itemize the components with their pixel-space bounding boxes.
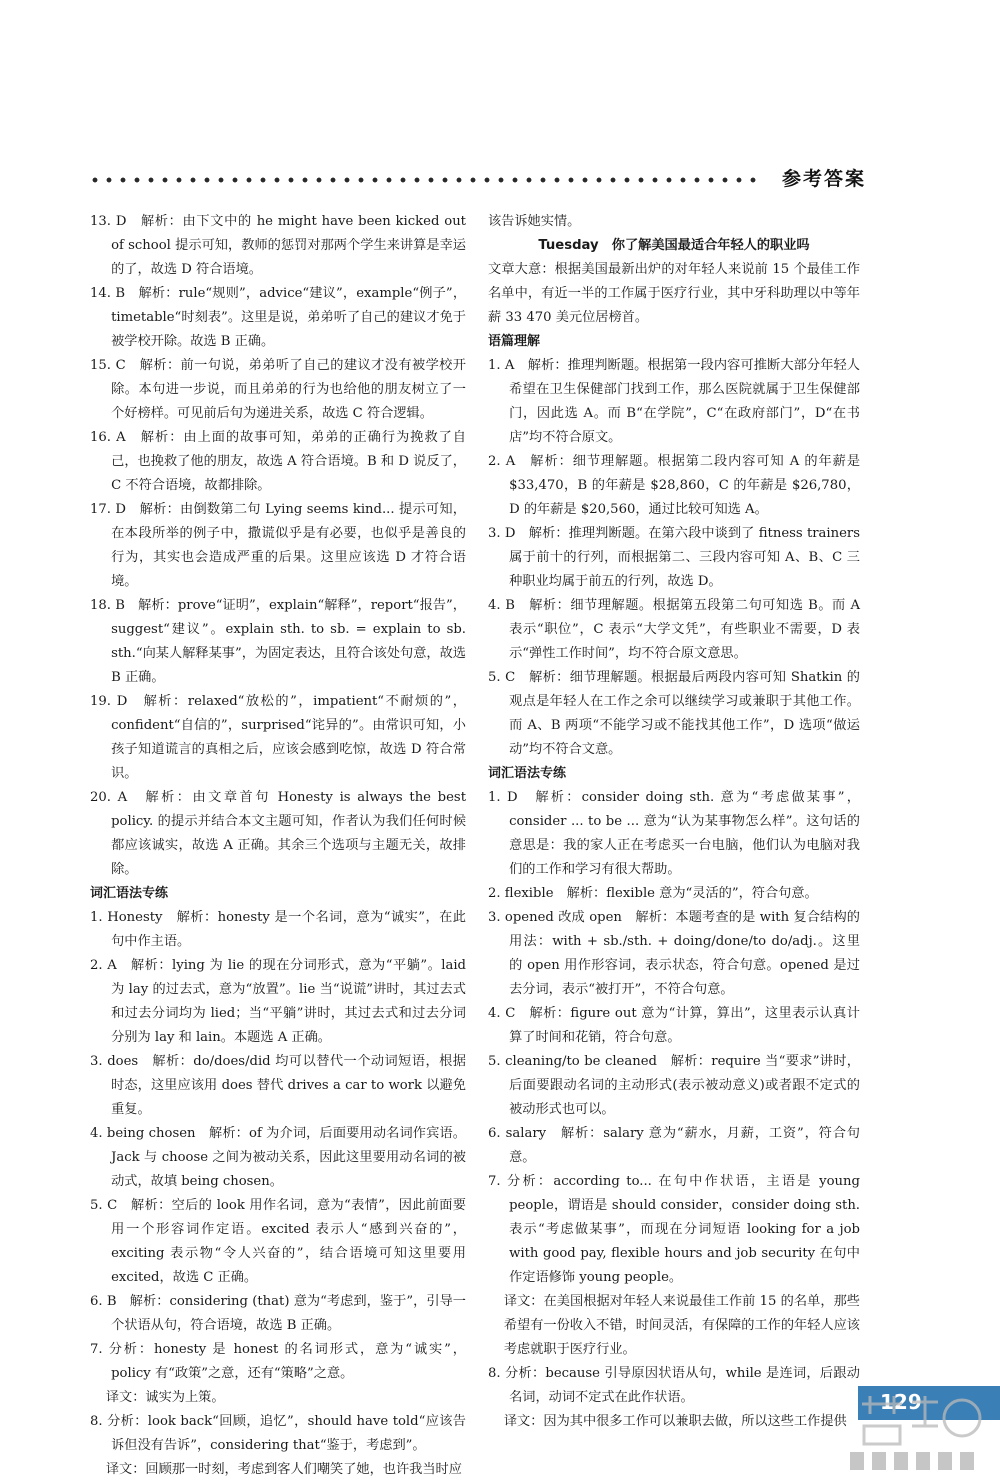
page-number: 129: [880, 1390, 922, 1414]
answer-item: 文章大意：根据美国最新出炉的对年轻人来说前 15 个最佳工作名单中，有近一半的工作属于医疗行业，其中牙科助理以中等年薪 33 470 美元位居榜首。: [488, 262, 860, 325]
answer-item: 5. C 解析：空后的 look 用作名词，意为“表情”，因此前面要用一个形容词作定语。excited 表示人“感到兴奋的”，exciting 表示物“令人兴奋的”，结合语境可知这里要用 excited，故选 C 正确。: [90, 1198, 466, 1285]
answer-item: 2. flexible 解析：flexible 意为“灵活的”，符合句意。: [488, 886, 818, 901]
answer-item: 20. A 解析：由文章首句 Honesty is always the best policy. 的提示并结合本文主题可知，作者认为我们任何时候都应该诚实，故选 A 正确。其余三个选项与主题无关，故排除。: [90, 790, 466, 877]
answer-item: 8. 分析：because 引导原因状语从句，while 是连词，后跟动名词，动词不定式在此作状语。: [488, 1366, 860, 1405]
passage-title: Tuesday 你了解美国最适合年轻人的职业吗: [538, 238, 810, 253]
section-heading: 词汇语法专练: [90, 886, 169, 901]
answer-item: 3. opened 改成 open 解析：本题考查的是 with 复合结构的用法：with + sb./sth. + doing/done/to do/adj.。这里的 open 用作形容词，表示状态，符合句意。opened 是过去分词，表示“被打开”，不符合句意。: [488, 910, 860, 997]
answer-item: 19. D 解析：relaxed“放松的”，impatient“不耐烦的”，confident“自信的”，surprised“诧异的”。由常识可知，小孩子知道谎言的真相之后，应该会感到吃惊，故选 D 符合常识。: [90, 694, 466, 781]
translation-line: 译文：因为其中很多工作可以兼职去做，所以这些工作提供: [503, 1414, 847, 1429]
answer-item: 4. B 解析：细节理解题。根据第五段第二句可知选 B。而 A 表示“职位”，C 表示“大学文凭”，有些职业不需要，D 表示“弹性工作时间”，均不符合原文意思。: [488, 598, 860, 661]
answer-item: 8. 分析：look back“回顾，追忆”，should have told“应该告诉但没有告诉”，considering that“鉴于，考虑到”。: [90, 1414, 466, 1453]
answer-item: 7. 分析：according to... 在句中作状语，主语是 young people，谓语是 should consider，consider doing sth. 表示“考虑做某事”，而现在分词短语 looking for a job with good pay, flexible hours and job security 在句中作定语修饰 young people。: [488, 1174, 860, 1285]
answer-item: 4. being chosen 解析：of 为介词，后面要用动名词作宾语。Jack 与 choose 之间为被动关系，因此这里要用动名词的被动式，故填 being chosen。: [90, 1126, 466, 1189]
answer-item: 1. Honesty 解析：honesty 是一个名词，意为“诚实”，在此句中作主语。: [90, 910, 466, 949]
answer-item: 3. D 解析：推理判断题。在第六段中谈到了 fitness trainers 属于前十的行列，而根据第二、三段内容可知 A、B、C 三种职业均属于前五的行列，故选 D。: [488, 526, 860, 589]
answer-item: 5. cleaning/to be cleaned 解析：require 当“要求”讲时，后面要跟动名词的主动形式(表示被动意义)或者跟不定式的被动形式也可以。: [488, 1054, 860, 1117]
header-dotted-rule: [88, 176, 760, 184]
answer-item: 3. does 解析：do/does/did 均可以替代一个动词短语，根据时态，这里应该用 does 替代 drives a car to work 以避免重复。: [90, 1054, 466, 1117]
answer-item: 1. A 解析：推理判断题。根据第一段内容可推断大部分年轻人希望在卫生保健部门找到工作，那么医院就属于卫生保健部门，因此选 A。而 B“在学院”，C“在政府部门”，D“在书店”均不符合原文。: [488, 358, 860, 445]
answer-item: 5. C 解析：细节理解题。根据最后两段内容可知 Shatkin 的观点是年轻人在工作之余可以继续学习或兼职于其他工作。而 A、B 两项“不能学习或不能找其他工作”，D 选项“做运动”均不符合文意。: [488, 670, 860, 757]
answer-item: 4. C 解析：figure out 意为“计算，算出”，这里表示认真计算了时间和花销，符合句意。: [488, 1006, 860, 1045]
answer-item: 18. B 解析：prove“证明”，explain“解释”，report“报告”，suggest“建议”。explain sth. to sb. = explain to sb. sth.“向某人解释某事”，为固定表达，且符合该处句意，故选 B 正确。: [90, 598, 466, 685]
answer-item: 16. A 解析：由上面的故事可知，弟弟的正确行为挽救了自己，也挽救了他的朋友，故选 A 符合语境。B 和 D 说反了，C 不符合语境，故都排除。: [90, 430, 466, 493]
answer-item: 6. B 解析：considering (that) 意为“考虑到，鉴于”，引导一个状语从句，符合语境，故选 B 正确。: [90, 1294, 466, 1333]
answer-item: 7. 分析：honesty 是 honest 的名词形式，意为“诚实”，policy 有“政策”之意，还有“策略”之意。: [90, 1342, 466, 1381]
translation-line: 译文：诚实为上策。: [105, 1390, 225, 1405]
answer-item: 6. salary 解析：salary 意为“薪水，月薪，工资”，符合句意。: [488, 1126, 860, 1165]
answer-item: 13. D 解析：由下文中的 he might have been kicked out of school 提示可知，教师的惩罚对那两个学生来讲算是幸运的了，故选 D 符合语境。: [90, 214, 466, 277]
translation-line: 译文：回顾那一时刻，考虑到客人们嘲笑了她，也许我当时应: [105, 1462, 462, 1477]
right-column: [488, 210, 860, 1434]
answer-item: 2. A 解析：lying 为 lie 的现在分词形式，意为“平躺”。laid 为 lay 的过去式，意为“放置”。lie 当“说谎”讲时，其过去式和过去分词均为 lied；当“平躺”讲时，其过去式和过去分词分别为 lay 和 lain。本题选 A 正确。: [90, 958, 466, 1045]
answer-item: 2. A 解析：细节理解题。根据第二段内容可知 A 的年薪是 $33,470，B 的年薪是 $28,860，C 的年薪是 $26,780，D 的年薪是 $20,560，通过比较可知选 A。: [488, 454, 860, 517]
answer-item: 1. D 解析：consider doing sth. 意为“考虑做某事”，consider ... to be ... 意为“认为某事物怎么样”。这句话的意思是：我的家人正在考虑买一台电脑，他们认为电脑对我们的工作和学习有很大帮助。: [488, 790, 860, 877]
translation-line: 译文：在美国根据对年轻人来说最佳工作前 15 的名单，那些希望有一份收入不错，时间灵活，有保障的工作的年轻人应该考虑就职于医疗行业。: [503, 1294, 860, 1357]
answer-item: 该告诉她实情。: [488, 214, 581, 229]
answer-item: 17. D 解析：由倒数第二句 Lying seems kind... 提示可知，在本段所举的例子中，撒谎似乎是有必要，也似乎是善良的行为，其实也会造成严重的后果。这里应该选 D 才符合语境。: [90, 502, 466, 589]
section-heading: 语篇理解: [488, 334, 541, 349]
left-column: [90, 210, 466, 1482]
watermark-logo: [842, 1392, 1000, 1474]
section-heading: 词汇语法专练: [488, 766, 567, 781]
answer-item: 15. C 解析：前一句说，弟弟听了自己的建议才没有被学校开除。本句进一步说，而且弟弟的行为也给他的朋友树立了一个好榜样。可见前后句为递进关系，故选 C 符合逻辑。: [90, 358, 466, 421]
answer-item: 14. B 解析：rule“规则”，advice“建议”，example“例子”，timetable“时刻表”。这里是说，弟弟听了自己的建议才免于被学校开除。故选 B 正确。: [90, 286, 466, 349]
section-title: 参考答案: [782, 168, 867, 190]
